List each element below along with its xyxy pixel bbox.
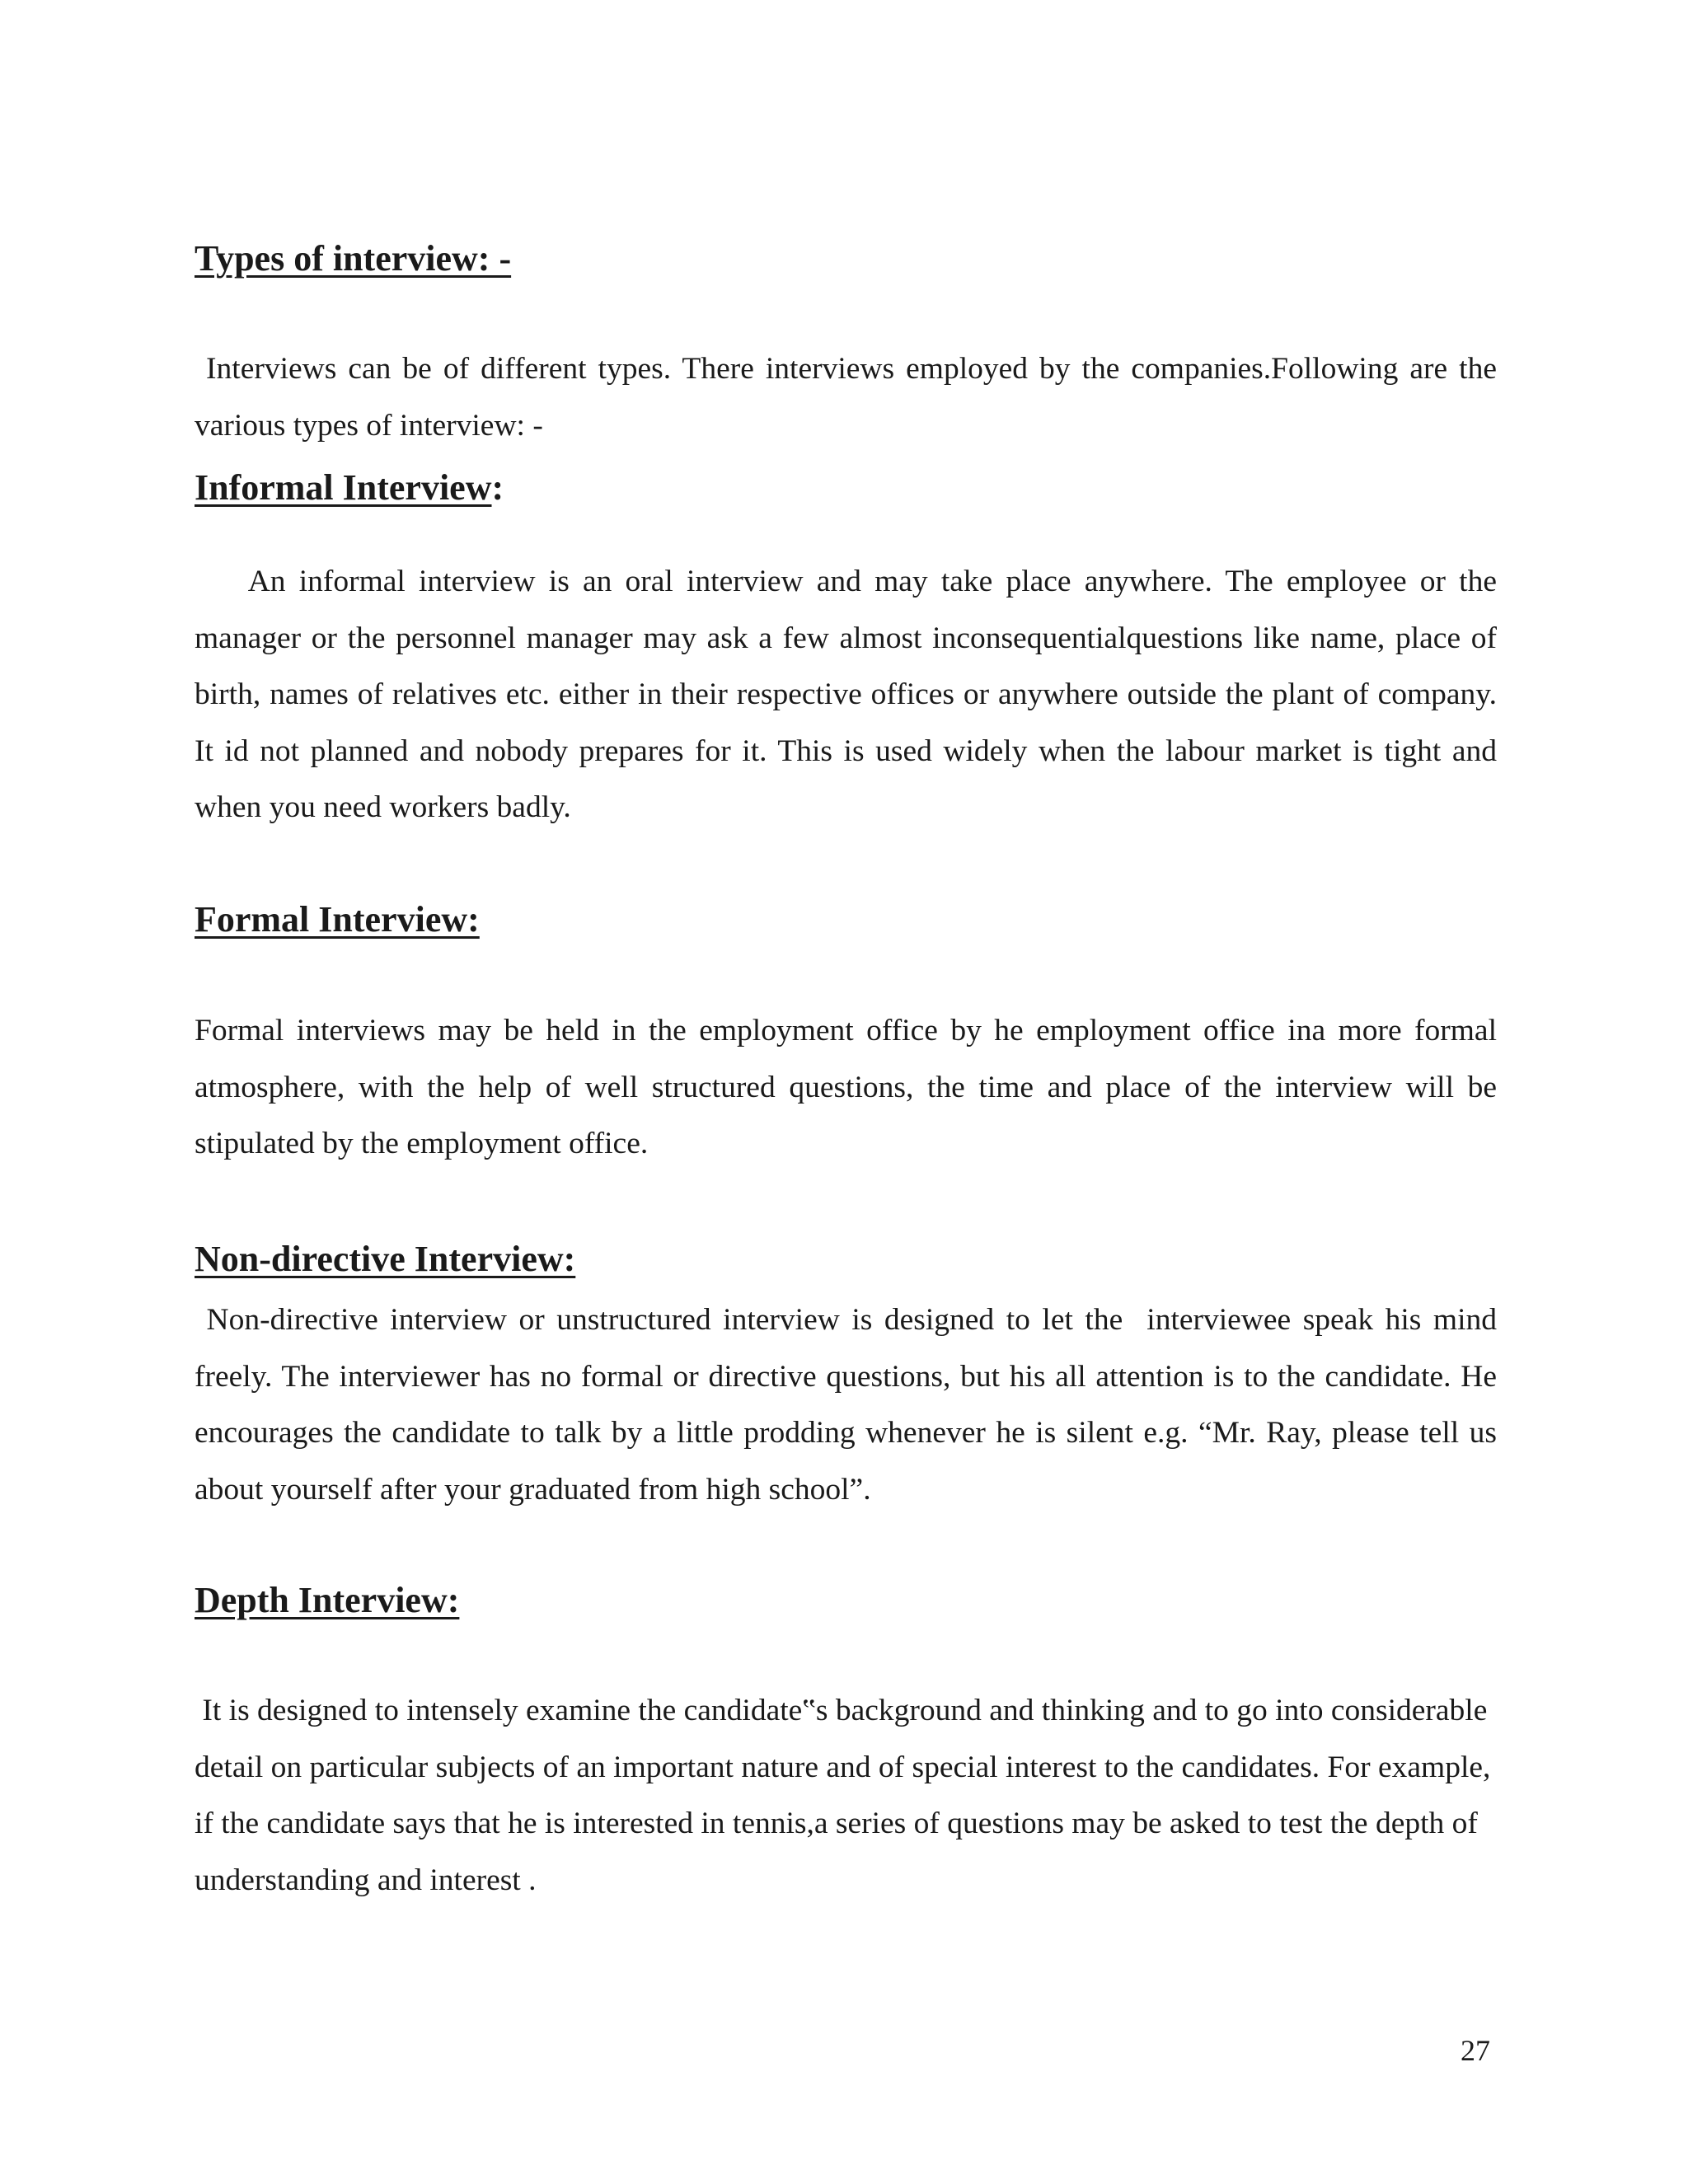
section-heading-depth-interview: [195, 1582, 459, 1619]
paragraph-non-directive-interview: Non-directive interview or unstructured interview is designed to let the interviewee speak his mind freely. The interviewer has no formal or directive questions, but his all attention is to the candidate. He encourages the candidate to talk by a little prodding whenever he is silent e.g. “Mr. Ray, please tell us about yourself after your graduated from high school”.: [195, 1303, 1505, 1507]
page-number: 27: [1461, 2034, 1490, 2067]
paragraph-types-of-interview: Interviews can be of different types. There interviews employed by the companies.Following are the various types of interview: -: [195, 352, 1505, 443]
heading-suffix: :: [491, 467, 504, 508]
paragraph-depth-interview: It is designed to intensely examine the candidate‟s background and thinking and to go into considerable detail on particular subjects of an important nature and of special interest to the candidates. For example, if the candidate says that he is interested in tennis,a series of questions may be asked to test the depth of understanding and interest .: [195, 1694, 1498, 1897]
paragraph-informal-interview: An informal interview is an oral interview and may take place anywhere. The employee or the manager or the personnel manager may ask a few almost inconsequentialquestions like name, place of birth, names of relatives etc. either in their respective offices or anywhere outside the plant of company. It id not planned and nobody prepares for it. This is used widely when the labour market is tight and when you need workers badly.: [195, 565, 1505, 824]
heading-text: Informal Interview: [195, 467, 492, 508]
heading-text: Depth Interview:: [195, 1580, 460, 1620]
paragraph-formal-interview: Formal interviews may be held in the employment office by he employment office ina more formal atmosphere, with the help of well structured questions, the time and place of the interview will be stipulated by the employment office.: [195, 1014, 1497, 1160]
section-heading-formal-interview: [195, 899, 480, 940]
heading-text: Types of interview: -: [195, 238, 512, 279]
heading-text: Non-directive Interview:: [195, 1239, 576, 1279]
section-heading-types-of-interview: [195, 238, 512, 279]
section-heading-informal-interview: [195, 467, 504, 508]
heading-text: Formal Interview:: [195, 899, 480, 940]
section-heading-non-directive-interview: [195, 1241, 575, 1277]
